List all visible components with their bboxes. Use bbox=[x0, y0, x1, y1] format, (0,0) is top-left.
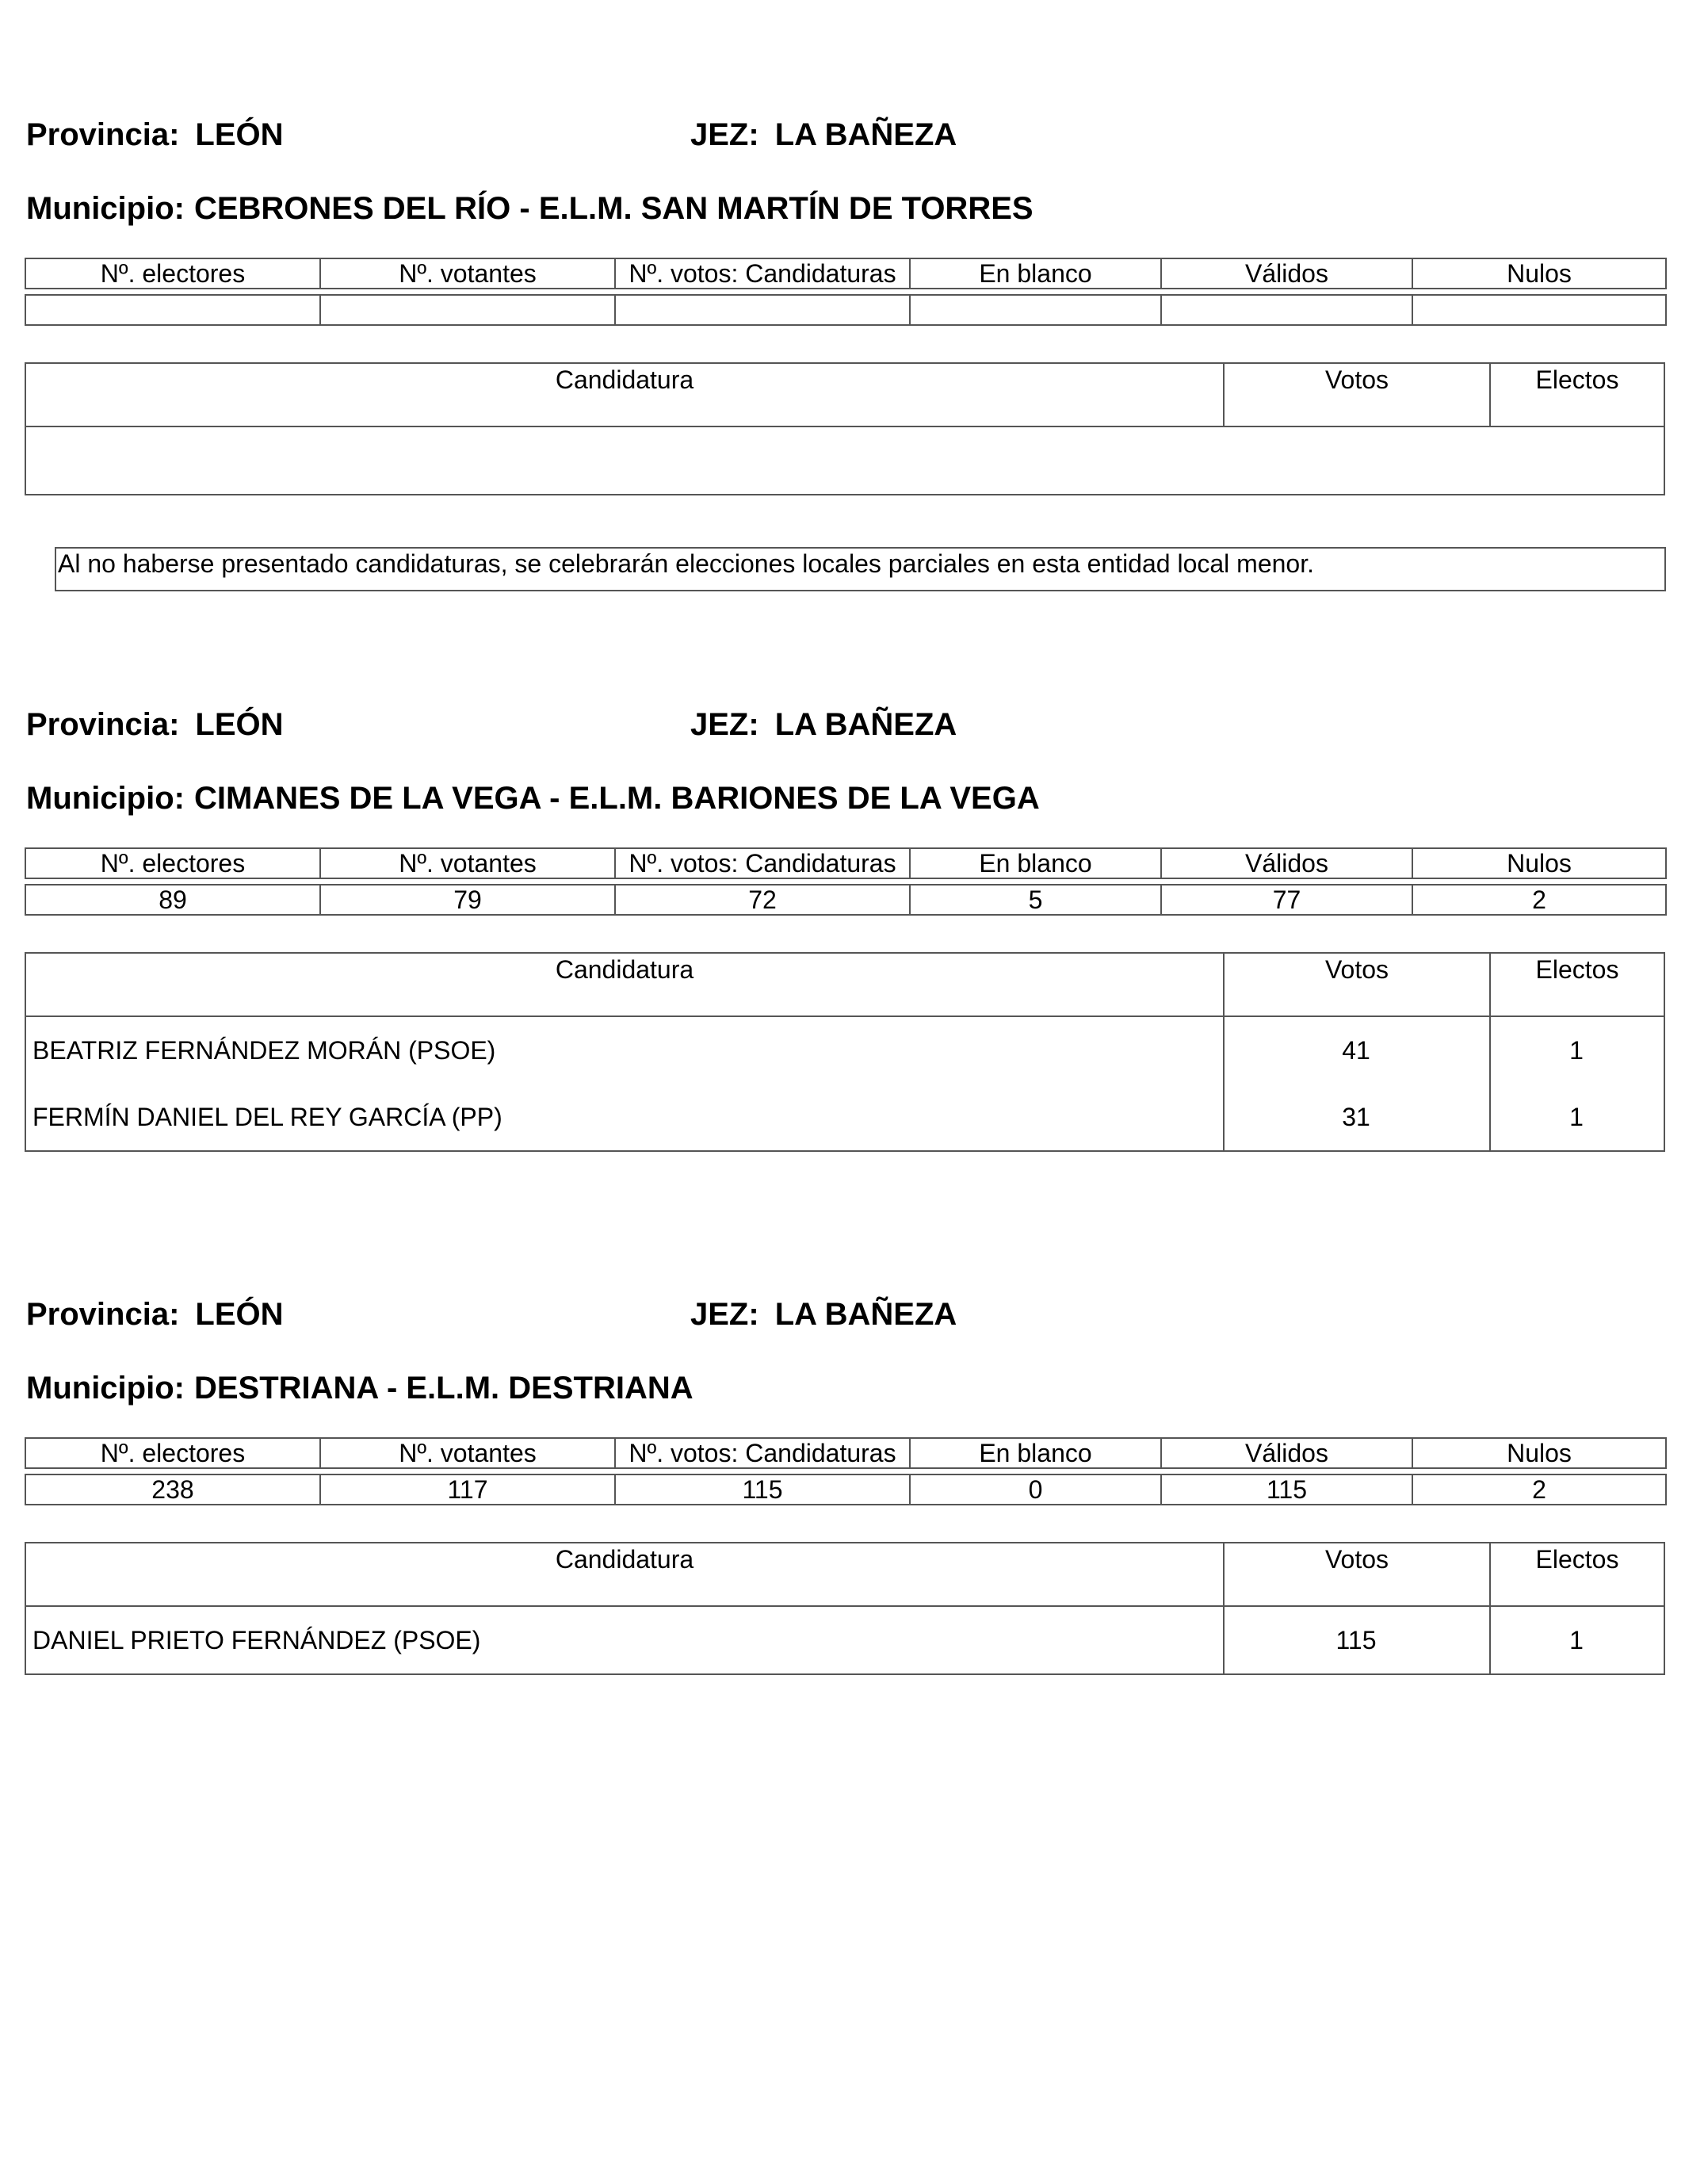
candidate-votos: 41 bbox=[1342, 1035, 1370, 1065]
summary-header-cell: Nº. votos: Candidaturas bbox=[615, 848, 910, 878]
summary-value-row bbox=[25, 295, 1666, 325]
summary-header-row bbox=[25, 258, 1666, 289]
summary-header-cell: Nº. electores bbox=[25, 258, 320, 289]
municipio-line bbox=[26, 1372, 693, 1404]
municipio-label: Municipio: bbox=[26, 1371, 185, 1406]
summary-value-cell: 5 bbox=[910, 885, 1161, 915]
candidates-table bbox=[25, 952, 1665, 1152]
summary-table bbox=[25, 1437, 1667, 1505]
provincia-label: Provincia: bbox=[26, 707, 180, 742]
candidate-row bbox=[26, 1017, 1664, 1084]
summary-header-cell: Nº. votantes bbox=[320, 848, 615, 878]
candidate-electos: 1 bbox=[1569, 1102, 1584, 1131]
candidates-header-row bbox=[26, 364, 1664, 427]
summary-value-cell bbox=[910, 295, 1161, 325]
municipio-line bbox=[26, 782, 1040, 814]
candidate-name: BEATRIZ FERNÁNDEZ MORÁN (PSOE) bbox=[32, 1035, 496, 1065]
municipio-section bbox=[0, 1180, 1685, 1766]
provincia-line bbox=[26, 709, 284, 740]
no-candidates-note: Al no haberse presentado candidaturas, se celebrarán elecciones locales parciales en esta entidad local menor. bbox=[55, 547, 1666, 591]
summary-value-cell: 117 bbox=[320, 1474, 615, 1505]
summary-header-cell: Nº. votos: Candidaturas bbox=[615, 258, 910, 289]
summary-header-cell: Nº. votantes bbox=[320, 258, 615, 289]
summary-value-cell: 0 bbox=[910, 1474, 1161, 1505]
electos-header: Electos bbox=[1489, 364, 1664, 426]
provincia-value: LEÓN bbox=[195, 707, 284, 742]
provincia-value: LEÓN bbox=[195, 1297, 284, 1332]
jez-line bbox=[690, 709, 957, 740]
candidates-table bbox=[25, 362, 1665, 495]
candidate-name: FERMÍN DANIEL DEL REY GARCÍA (PP) bbox=[32, 1102, 502, 1131]
candidatura-header: Candidatura bbox=[555, 365, 694, 394]
summary-value-cell: 115 bbox=[1161, 1474, 1412, 1505]
summary-header-cell: Válidos bbox=[1161, 1438, 1412, 1468]
summary-header-cell: Nulos bbox=[1412, 258, 1666, 289]
summary-header-cell: Nº. votantes bbox=[320, 1438, 615, 1468]
summary-value-row bbox=[25, 885, 1666, 915]
candidate-electos: 1 bbox=[1569, 1625, 1584, 1654]
summary-value-cell: 79 bbox=[320, 885, 615, 915]
municipio-value: DESTRIANA - E.L.M. DESTRIANA bbox=[193, 1371, 693, 1406]
summary-table bbox=[25, 258, 1667, 326]
provincia-line bbox=[26, 119, 284, 151]
municipio-value: CIMANES DE LA VEGA - E.L.M. BARIONES DE LA VEGA bbox=[193, 781, 1040, 816]
candidate-electos: 1 bbox=[1569, 1035, 1584, 1065]
summary-value-cell: 2 bbox=[1412, 885, 1666, 915]
candidate-row bbox=[26, 1084, 1664, 1150]
municipio-line bbox=[26, 193, 1034, 224]
summary-value-cell bbox=[1161, 295, 1412, 325]
votos-header: Votos bbox=[1223, 1543, 1489, 1605]
summary-header-cell: Válidos bbox=[1161, 258, 1412, 289]
provincia-label: Provincia: bbox=[26, 117, 180, 152]
summary-header-cell: Nº. electores bbox=[25, 1438, 320, 1468]
summary-value-cell: 115 bbox=[615, 1474, 910, 1505]
jez-line bbox=[690, 119, 957, 151]
summary-value-cell bbox=[615, 295, 910, 325]
candidate-row bbox=[26, 1607, 1664, 1673]
jez-label: JEZ: bbox=[690, 117, 759, 152]
summary-value-cell: 72 bbox=[615, 885, 910, 915]
summary-header-cell: Nulos bbox=[1412, 1438, 1666, 1468]
votos-header: Votos bbox=[1223, 364, 1489, 426]
candidates-body-empty bbox=[26, 427, 1664, 494]
municipio-label: Municipio: bbox=[26, 781, 185, 816]
summary-value-cell bbox=[25, 295, 320, 325]
summary-value-cell bbox=[1412, 295, 1666, 325]
summary-header-row bbox=[25, 1438, 1666, 1468]
summary-value-cell: 238 bbox=[25, 1474, 320, 1505]
jez-label: JEZ: bbox=[690, 1297, 759, 1332]
summary-header-cell: En blanco bbox=[910, 1438, 1161, 1468]
jez-value: LA BAÑEZA bbox=[774, 1297, 957, 1332]
candidatura-header: Candidatura bbox=[555, 955, 694, 984]
jez-label: JEZ: bbox=[690, 707, 759, 742]
summary-header-cell: En blanco bbox=[910, 848, 1161, 878]
candidates-body bbox=[26, 1017, 1664, 1150]
summary-table bbox=[25, 847, 1667, 916]
summary-header-cell: En blanco bbox=[910, 258, 1161, 289]
provincia-value: LEÓN bbox=[195, 117, 284, 152]
provincia-label: Provincia: bbox=[26, 1297, 180, 1332]
municipio-section bbox=[0, 0, 1685, 587]
summary-value-cell: 2 bbox=[1412, 1474, 1666, 1505]
electos-header: Electos bbox=[1489, 954, 1664, 1016]
candidate-name: DANIEL PRIETO FERNÁNDEZ (PSOE) bbox=[32, 1625, 481, 1654]
municipio-value: CEBRONES DEL RÍO - E.L.M. SAN MARTÍN DE TORRES bbox=[193, 191, 1034, 226]
jez-line bbox=[690, 1299, 957, 1330]
summary-header-cell: Nulos bbox=[1412, 848, 1666, 878]
candidates-body bbox=[26, 1607, 1664, 1673]
provincia-line bbox=[26, 1299, 284, 1330]
candidatura-header: Candidatura bbox=[555, 1545, 694, 1574]
candidate-votos: 115 bbox=[1335, 1625, 1377, 1654]
candidates-header-row bbox=[26, 1543, 1664, 1607]
jez-value: LA BAÑEZA bbox=[774, 707, 957, 742]
summary-header-cell: Nº. electores bbox=[25, 848, 320, 878]
summary-header-row bbox=[25, 848, 1666, 878]
summary-value-cell: 89 bbox=[25, 885, 320, 915]
electos-header: Electos bbox=[1489, 1543, 1664, 1605]
summary-value-row bbox=[25, 1474, 1666, 1505]
municipio-section bbox=[0, 590, 1685, 1176]
summary-value-cell bbox=[320, 295, 615, 325]
municipio-label: Municipio: bbox=[26, 191, 185, 226]
summary-value-cell: 77 bbox=[1161, 885, 1412, 915]
jez-value: LA BAÑEZA bbox=[774, 117, 957, 152]
summary-header-cell: Nº. votos: Candidaturas bbox=[615, 1438, 910, 1468]
candidates-header-row bbox=[26, 954, 1664, 1017]
summary-header-cell: Válidos bbox=[1161, 848, 1412, 878]
votos-header: Votos bbox=[1223, 954, 1489, 1016]
candidates-table bbox=[25, 1542, 1665, 1675]
candidate-votos: 31 bbox=[1342, 1102, 1370, 1131]
